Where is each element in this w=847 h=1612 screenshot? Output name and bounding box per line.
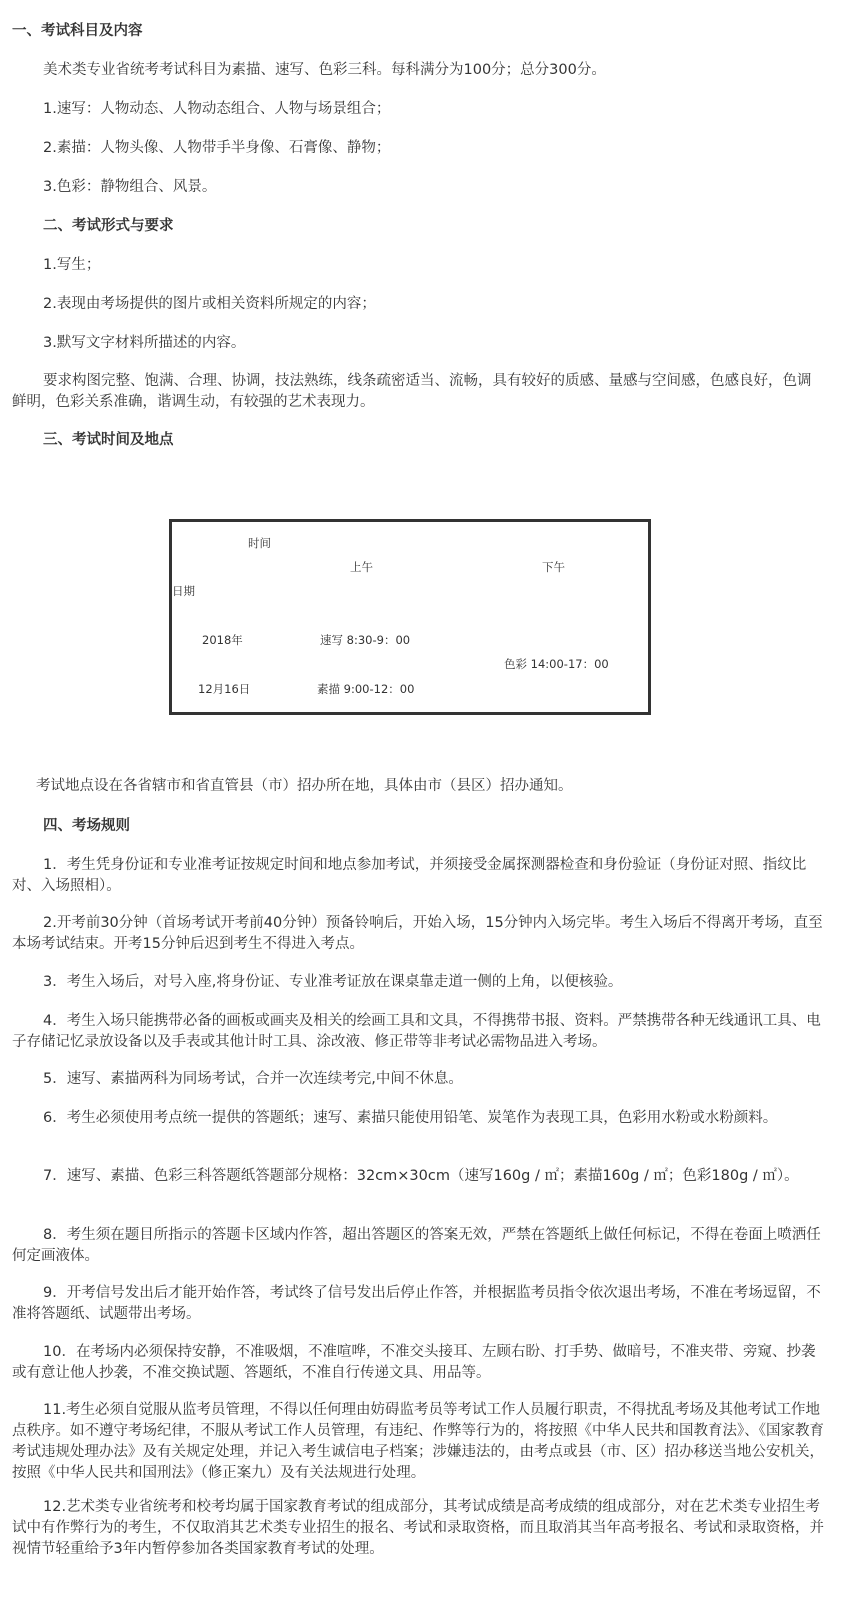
section-3-location: 考试地点设在各省辖市和省直管县（市）招办所在地，具体由市（县区）招办通知。: [36, 778, 573, 794]
section-2-item: 1.写生；: [43, 257, 101, 273]
section-4-title: 四、考场规则: [43, 818, 130, 834]
section-2-requirement: 要求构图完整、饱满、合理、协调，技法熟练，线条疏密适当、流畅，具有较好的质感、量感与空间感，色感良好，色调鲜明，色彩关系准确，谐调生动，有较强的艺术表现力。: [12, 373, 812, 410]
header-pm: 下午: [542, 560, 565, 574]
section-1-item: 2.素描：人物头像、人物带手半身像、石膏像、静物；: [43, 140, 391, 156]
section-3-title: 三、考试时间及地点: [43, 432, 174, 448]
rule-item: 2.开考前30分钟（首场考试开考前40分钟）预备铃响后，开始入场，15分钟内入场完毕。考生入场后不得离开考场，直至本场考试结束。开考15分钟后迟到考生不得进入考点。: [12, 915, 823, 952]
section-2-item: 3.默写文字材料所描述的内容。: [43, 335, 246, 351]
rule-item: 6．考生必须使用考点统一提供的答题纸；速写、素描只能使用铅笔、炭笔作为表现工具，色彩用水粉或水粉颜料。: [43, 1110, 778, 1126]
rule-item: 8．考生须在题目所指示的答题卡区域内作答，超出答题区的答案无效，严禁在答题纸上做任何标记，不得在卷面上喷洒任何定画液体。: [12, 1227, 821, 1264]
section-2-item: 2.表现由考场提供的图片或相关资料所规定的内容；: [43, 296, 376, 312]
header-am: 上午: [350, 560, 373, 574]
am-drawing: 素描 9:00-12：00: [317, 682, 415, 696]
rule-item: 11.考生必须自觉服从监考员管理，不得以任何理由妨碍监考员等考试工作人员履行职责，不得扰乱考场及其他考试工作地点秩序。如不遵守考场纪律，不服从考试工作人员管理，有违纪、作弊等行为的，将按照《中华人民共和国教育法》、《国家教育考试违规处理办法》及有关规定处理，并记入考生诚信电子档案；涉嫌违法的，由考点或县（市、区）招办移送当地公安机关，按照《中华人民共和国刑法》（修正案九）及有关法规进行处理。: [12, 1402, 824, 1481]
rule-item: 3．考生入场后，对号入座,将身份证、专业准考证放在课桌靠走道一侧的上角，以便核验。: [43, 974, 623, 990]
section-2-title: 二、考试形式与要求: [43, 218, 174, 234]
pm-color: 色彩 14:00-17：00: [504, 657, 609, 671]
section-1-item: 3.色彩：静物组合、风景。: [43, 179, 217, 195]
rule-item: 9．开考信号发出后才能开始作答，考试终了信号发出后停止作答，并根据监考员指令依次退出考场，不准在考场逗留，不准将答题纸、试题带出考场。: [12, 1285, 821, 1322]
section-1-title: 一、考试科目及内容: [12, 23, 143, 39]
section-1-item: 1.速写：人物动态、人物动态组合、人物与场景组合；: [43, 101, 391, 117]
rule-item: 1．考生凭身份证和专业准考证按规定时间和地点参加考试，并须接受金属探测器检查和身份验证（身份证对照、指纹比对、入场照相）。: [12, 857, 807, 894]
date-day: 12月16日: [198, 682, 251, 696]
rule-item: 5．速写、素描两科为同场考试，合并一次连续考完,中间不休息。: [43, 1071, 463, 1087]
rule-item: 12.艺术类专业省统考和校考均属于国家教育考试的组成部分，其考试成绩是高考成绩的组成部分，对在艺术类专业招生考试中有作弊行为的考生，不仅取消其艺术类专业招生的报名、考试和录取资格，而且取消其当年高考报名、考试和录取资格，并视情节轻重给予3年内暂停参加各类国家教育考试的处理。: [12, 1499, 824, 1557]
schedule-table: [169, 519, 651, 715]
header-date: 日期: [172, 584, 195, 598]
rule-item: 7．速写、素描、色彩三科答题纸答题部分规格：32cm×30cm（速写160g / ㎡；素描160g / ㎡；色彩180g / ㎡）。: [43, 1168, 799, 1184]
am-sketch: 速写 8:30-9：00: [320, 633, 411, 647]
rule-item: 4．考生入场只能携带必备的画板或画夹及相关的绘画工具和文具，不得携带书报、资料。严禁携带各种无线通讯工具、电子存储记忆录放设备以及手表或其他计时工具、涂改液、修正带等非考试必需物品进入考场。: [12, 1013, 821, 1050]
section-1-intro: 美术类专业省统考考试科目为素描、速写、色彩三科。每科满分为100分；总分300分。: [43, 62, 606, 78]
date-year: 2018年: [202, 633, 243, 647]
rule-item: 10．在考场内必须保持安静，不准吸烟，不准喧哗，不准交头接耳、左顾右盼、打手势、做暗号，不准夹带、旁窥、抄袭或有意让他人抄袭，不准交换试题、答题纸，不准自行传递文具、用品等。: [12, 1344, 816, 1381]
header-time: 时间: [248, 536, 271, 550]
